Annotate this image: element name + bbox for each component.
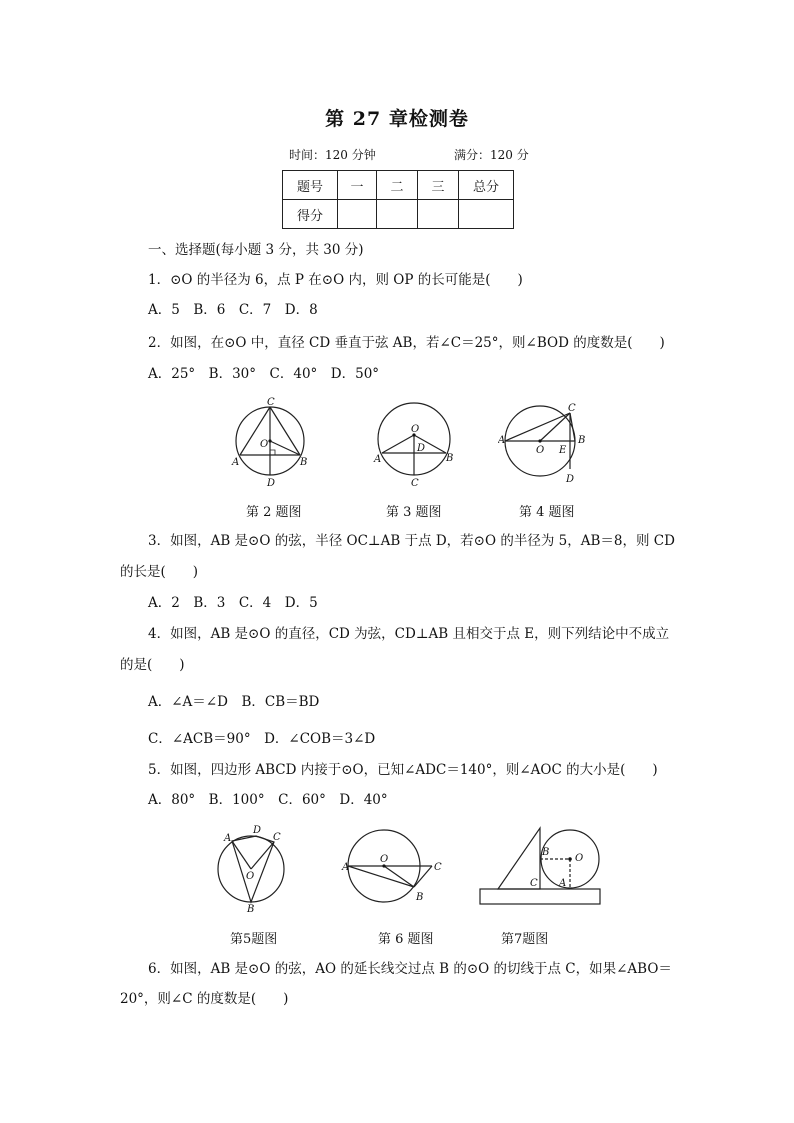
fig5-label: C <box>273 832 281 843</box>
question-3: 3．如图，AB 是⊙O 的弦，半径 OC⊥AB 于点 D，若⊙O 的半径为 5，AB＝8，则 CD <box>148 533 675 549</box>
fig7-label: B <box>542 847 550 858</box>
question-2-options: A．25° B．30° C．40° D．50° <box>148 366 380 382</box>
score-table-header: 总分 <box>459 171 514 200</box>
fig3-label: O <box>411 424 420 435</box>
score-cell[interactable] <box>418 200 459 229</box>
question-4-options-ab: A．∠A＝∠D B．CB＝BD <box>148 694 320 710</box>
question-1-options: A．5 B．6 C．7 D．8 <box>148 302 318 318</box>
fig2-label: A <box>232 457 240 468</box>
score-table-header: 题号 <box>283 171 338 200</box>
fig7-label: C <box>530 878 538 889</box>
score-cell[interactable] <box>338 200 377 229</box>
fig3-label: B <box>446 453 454 464</box>
fig5-label: A <box>224 833 232 844</box>
figure-3 <box>370 395 462 490</box>
score-table-header: 二 <box>377 171 418 200</box>
fig4-label: B <box>578 435 586 446</box>
fig6-label: B <box>416 892 424 903</box>
fig4-label: E <box>559 445 567 456</box>
fig2-label: B <box>300 457 308 468</box>
fig4-label: A <box>498 435 506 446</box>
question-3-options: A．2 B．3 C．4 D．5 <box>148 595 318 611</box>
question-2: 2．如图，在⊙O 中，直径 CD 垂直于弦 AB，若∠C＝25°，则∠BOD 的度数是( ) <box>148 335 665 351</box>
score-cell[interactable] <box>459 200 514 229</box>
fig5-label: O <box>246 871 255 882</box>
figure-2 <box>228 395 318 490</box>
score-table-header-row <box>283 171 514 200</box>
fig4-label: D <box>566 474 575 485</box>
page-title: 第 27 章检测卷 <box>325 108 469 130</box>
fig3-label: D <box>417 443 426 454</box>
fig2-label: D <box>267 478 276 489</box>
question-5: 5．如图，四边形 ABCD 内接于⊙O，已知∠ADC＝140°，则∠AOC 的大小是( ) <box>148 762 658 778</box>
fig7-label: O <box>575 853 584 864</box>
fig2-label: O <box>260 439 269 450</box>
figure-caption: 第5题图 <box>230 932 278 947</box>
figure-caption: 第 2 题图 <box>246 505 302 520</box>
score-table-header: 一 <box>338 171 377 200</box>
figure-4 <box>498 395 596 490</box>
figure-caption: 第7题图 <box>501 932 549 947</box>
score-table <box>282 170 514 229</box>
fig3-label: C <box>411 478 419 489</box>
score-table-row <box>283 200 514 229</box>
question-1: 1．⊙O 的半径为 6，点 P 在⊙O 内，则 OP 的长可能是( ) <box>148 272 523 288</box>
fig4-label: O <box>536 445 545 456</box>
fig5-label: B <box>247 904 255 914</box>
score-cell[interactable] <box>377 200 418 229</box>
fig6-label: A <box>342 862 350 873</box>
question-6-cont: 20°，则∠C 的度数是( ) <box>120 991 289 1007</box>
fig6-label: C <box>434 862 442 873</box>
fig7-label: A <box>559 878 567 889</box>
figure-5 <box>216 822 288 914</box>
score-table-header: 三 <box>418 171 459 200</box>
question-4-options-cd: C．∠ACB＝90° D．∠COB＝3∠D <box>148 731 376 747</box>
fig5-label: D <box>253 825 262 836</box>
figure-7 <box>478 822 604 908</box>
question-6: 6．如图，AB 是⊙O 的弦，AO 的延长线交过点 B 的⊙O 的切线于点 C，如果∠ABO＝ <box>148 961 672 977</box>
question-5-options: A．80° B．100° C．60° D．40° <box>148 792 388 808</box>
exam-full-score: 满分：120 分 <box>454 148 529 162</box>
fig3-label: A <box>374 454 382 465</box>
question-4: 4．如图，AB 是⊙O 的直径，CD 为弦，CD⊥AB 且相交于点 E，则下列结论中不成立 <box>148 626 670 642</box>
question-3-cont: 的长是( ) <box>120 564 199 580</box>
score-table-row-label: 得分 <box>283 200 338 229</box>
fig6-label: O <box>380 854 389 865</box>
section-heading: 一、选择题(每小题 3 分，共 30 分) <box>148 242 364 258</box>
question-4-cont: 的是( ) <box>120 657 185 673</box>
fig4-label: C <box>568 403 576 414</box>
exam-time: 时间：120 分钟 <box>289 148 376 162</box>
figure-caption: 第 3 题图 <box>386 505 442 520</box>
fig2-label: C <box>267 397 275 408</box>
figure-caption: 第 4 题图 <box>519 505 575 520</box>
figure-6 <box>340 822 446 914</box>
figure-caption: 第 6 题图 <box>378 932 434 947</box>
